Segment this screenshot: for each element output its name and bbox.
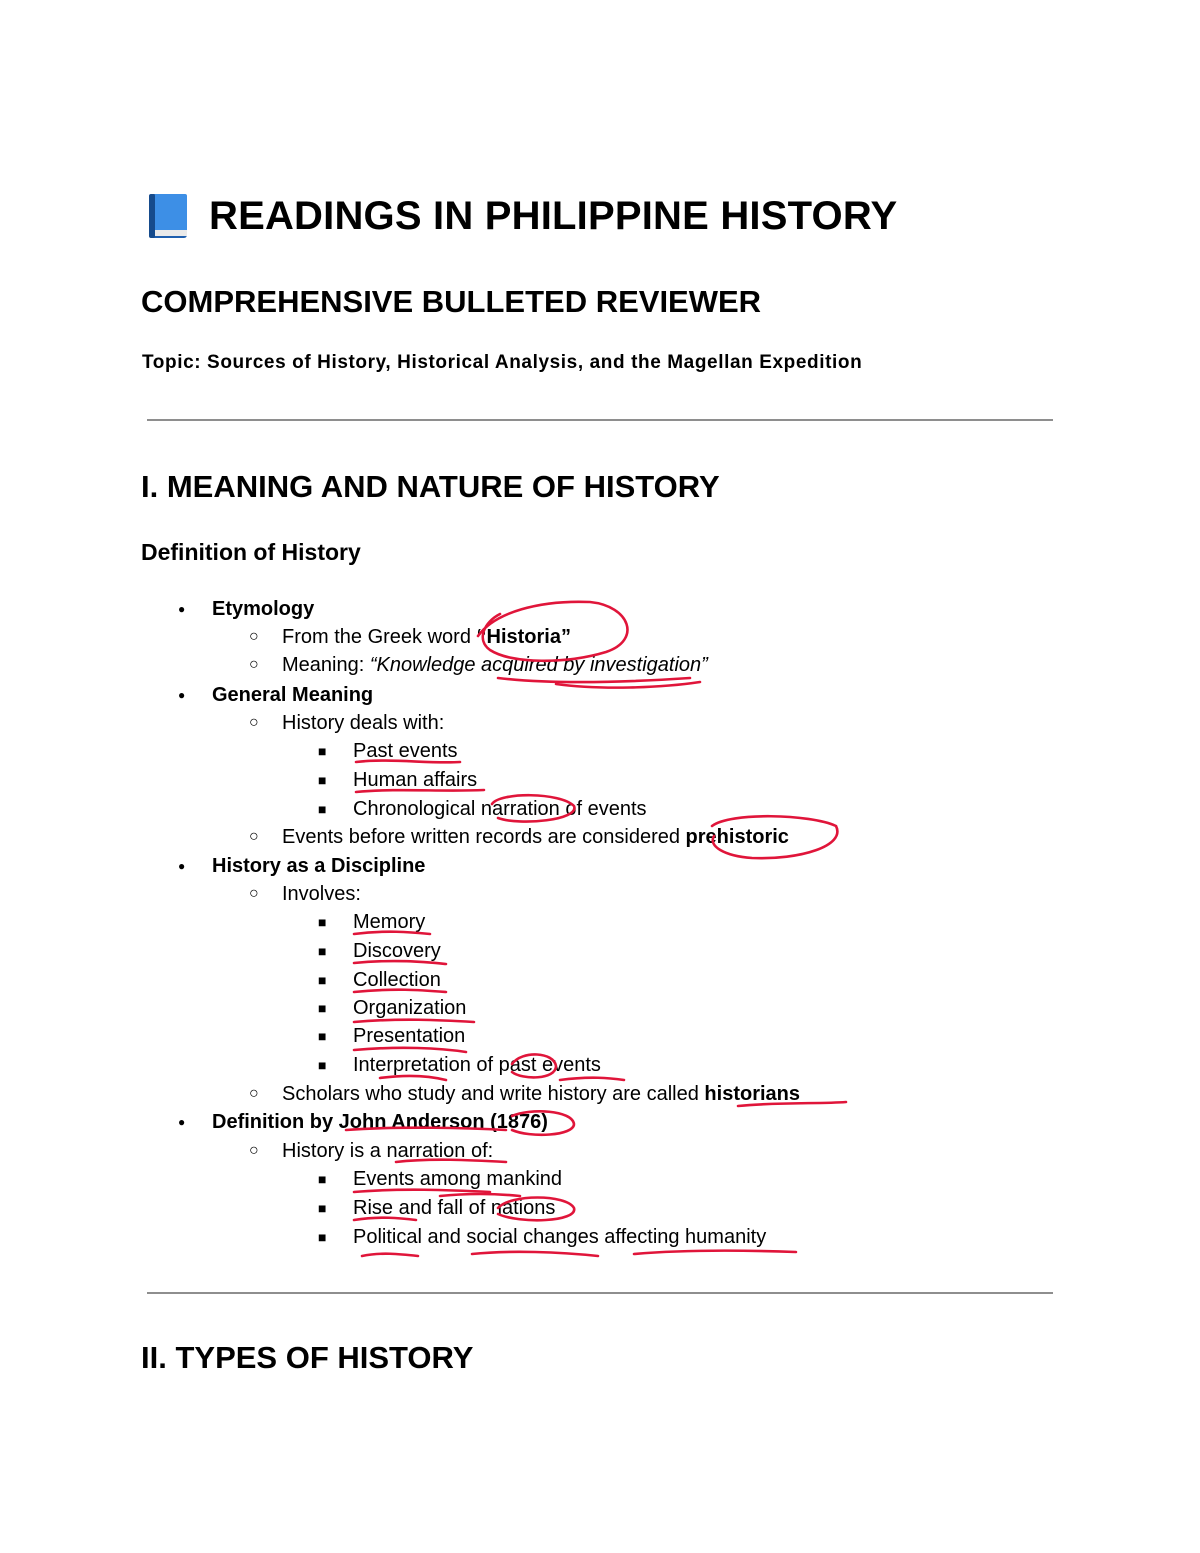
underline-political xyxy=(362,1254,418,1256)
list-item: Memory xyxy=(353,911,426,933)
list-item xyxy=(282,651,708,679)
bullet-square: ■ xyxy=(318,1171,327,1187)
bullet-dot: ● xyxy=(178,688,186,702)
list-item: History deals with: xyxy=(282,712,445,734)
bullet-circle: ○ xyxy=(249,885,259,902)
bullet-square: ■ xyxy=(318,1200,327,1216)
list-item: General Meaning xyxy=(212,684,374,706)
list-item: Involves: xyxy=(282,883,361,905)
section-heading-2: II. TYPES OF HISTORY xyxy=(141,1340,474,1375)
horizontal-divider xyxy=(147,1292,1053,1294)
term: prehistoric xyxy=(685,826,789,848)
quote: “Knowledge acquired by investigation” xyxy=(369,654,708,676)
bullet-dot: ● xyxy=(178,602,186,616)
bullet-square: ■ xyxy=(318,914,327,930)
bullet-dot: ● xyxy=(178,1115,186,1129)
title-text: READINGS IN PHILIPPINE HISTORY xyxy=(209,193,898,238)
list-item: Presentation xyxy=(353,1025,466,1047)
list-item: Discovery xyxy=(353,940,441,962)
subheading-definition: Definition of History xyxy=(141,539,361,565)
text: Meaning: xyxy=(282,654,370,676)
bullet-circle: ○ xyxy=(249,1085,259,1102)
bullet-square: ■ xyxy=(318,943,327,959)
blue-book-icon xyxy=(143,191,193,241)
bullet-square: ■ xyxy=(318,743,327,759)
list-item xyxy=(282,623,571,651)
underline-social xyxy=(472,1252,598,1256)
underline-affecting xyxy=(634,1251,796,1254)
bullet-square: ■ xyxy=(318,1229,327,1245)
term: “Historia” xyxy=(476,626,571,648)
list-item: Events among mankind xyxy=(353,1168,563,1190)
underline-investigation-2 xyxy=(556,682,700,688)
horizontal-divider xyxy=(147,419,1053,421)
list-item: Definition by John Anderson (1876) xyxy=(212,1111,548,1133)
list-item: Organization xyxy=(353,997,467,1019)
bullet-square: ■ xyxy=(318,772,327,788)
bullet-circle: ○ xyxy=(249,1142,259,1159)
list-item: Past events xyxy=(353,740,458,762)
bullet-circle: ○ xyxy=(249,628,259,645)
list-item: Human affairs xyxy=(353,769,478,791)
bullet-circle: ○ xyxy=(249,714,259,731)
bullet-circle: ○ xyxy=(249,828,259,845)
list-item: Political and social changes affecting humanity xyxy=(353,1226,767,1248)
bullet-square: ■ xyxy=(318,972,327,988)
text: Events before written records are considered xyxy=(282,826,686,848)
list-item: History as a Discipline xyxy=(212,855,426,877)
list-item: Etymology xyxy=(212,598,315,620)
text: From the Greek word xyxy=(282,626,477,648)
list-item xyxy=(282,1080,800,1108)
bullet-square: ■ xyxy=(318,1000,327,1016)
list-item: Interpretation of past events xyxy=(353,1054,601,1076)
bullet-dot: ● xyxy=(178,859,186,873)
topic-line: Topic: Sources of History, Historical Analysis, and the Magellan Expedition xyxy=(142,352,863,373)
section-heading-1: I. MEANING AND NATURE OF HISTORY xyxy=(141,469,720,504)
list-item: Rise and fall of nations xyxy=(353,1197,556,1219)
list-item: History is a narration of: xyxy=(282,1140,494,1162)
term: historians xyxy=(704,1083,800,1105)
bullet-square: ■ xyxy=(318,1028,327,1044)
bullet-circle: ○ xyxy=(249,656,259,673)
bullet-square: ■ xyxy=(318,801,327,817)
text: Scholars who study and write history are called xyxy=(282,1083,705,1105)
document-subtitle: COMPREHENSIVE BULLETED REVIEWER xyxy=(141,284,762,319)
list-item xyxy=(282,823,789,851)
bullet-square: ■ xyxy=(318,1057,327,1073)
list-item: Collection xyxy=(353,969,441,991)
list-item: Chronological narration of events xyxy=(353,798,647,820)
document-title xyxy=(143,190,897,242)
